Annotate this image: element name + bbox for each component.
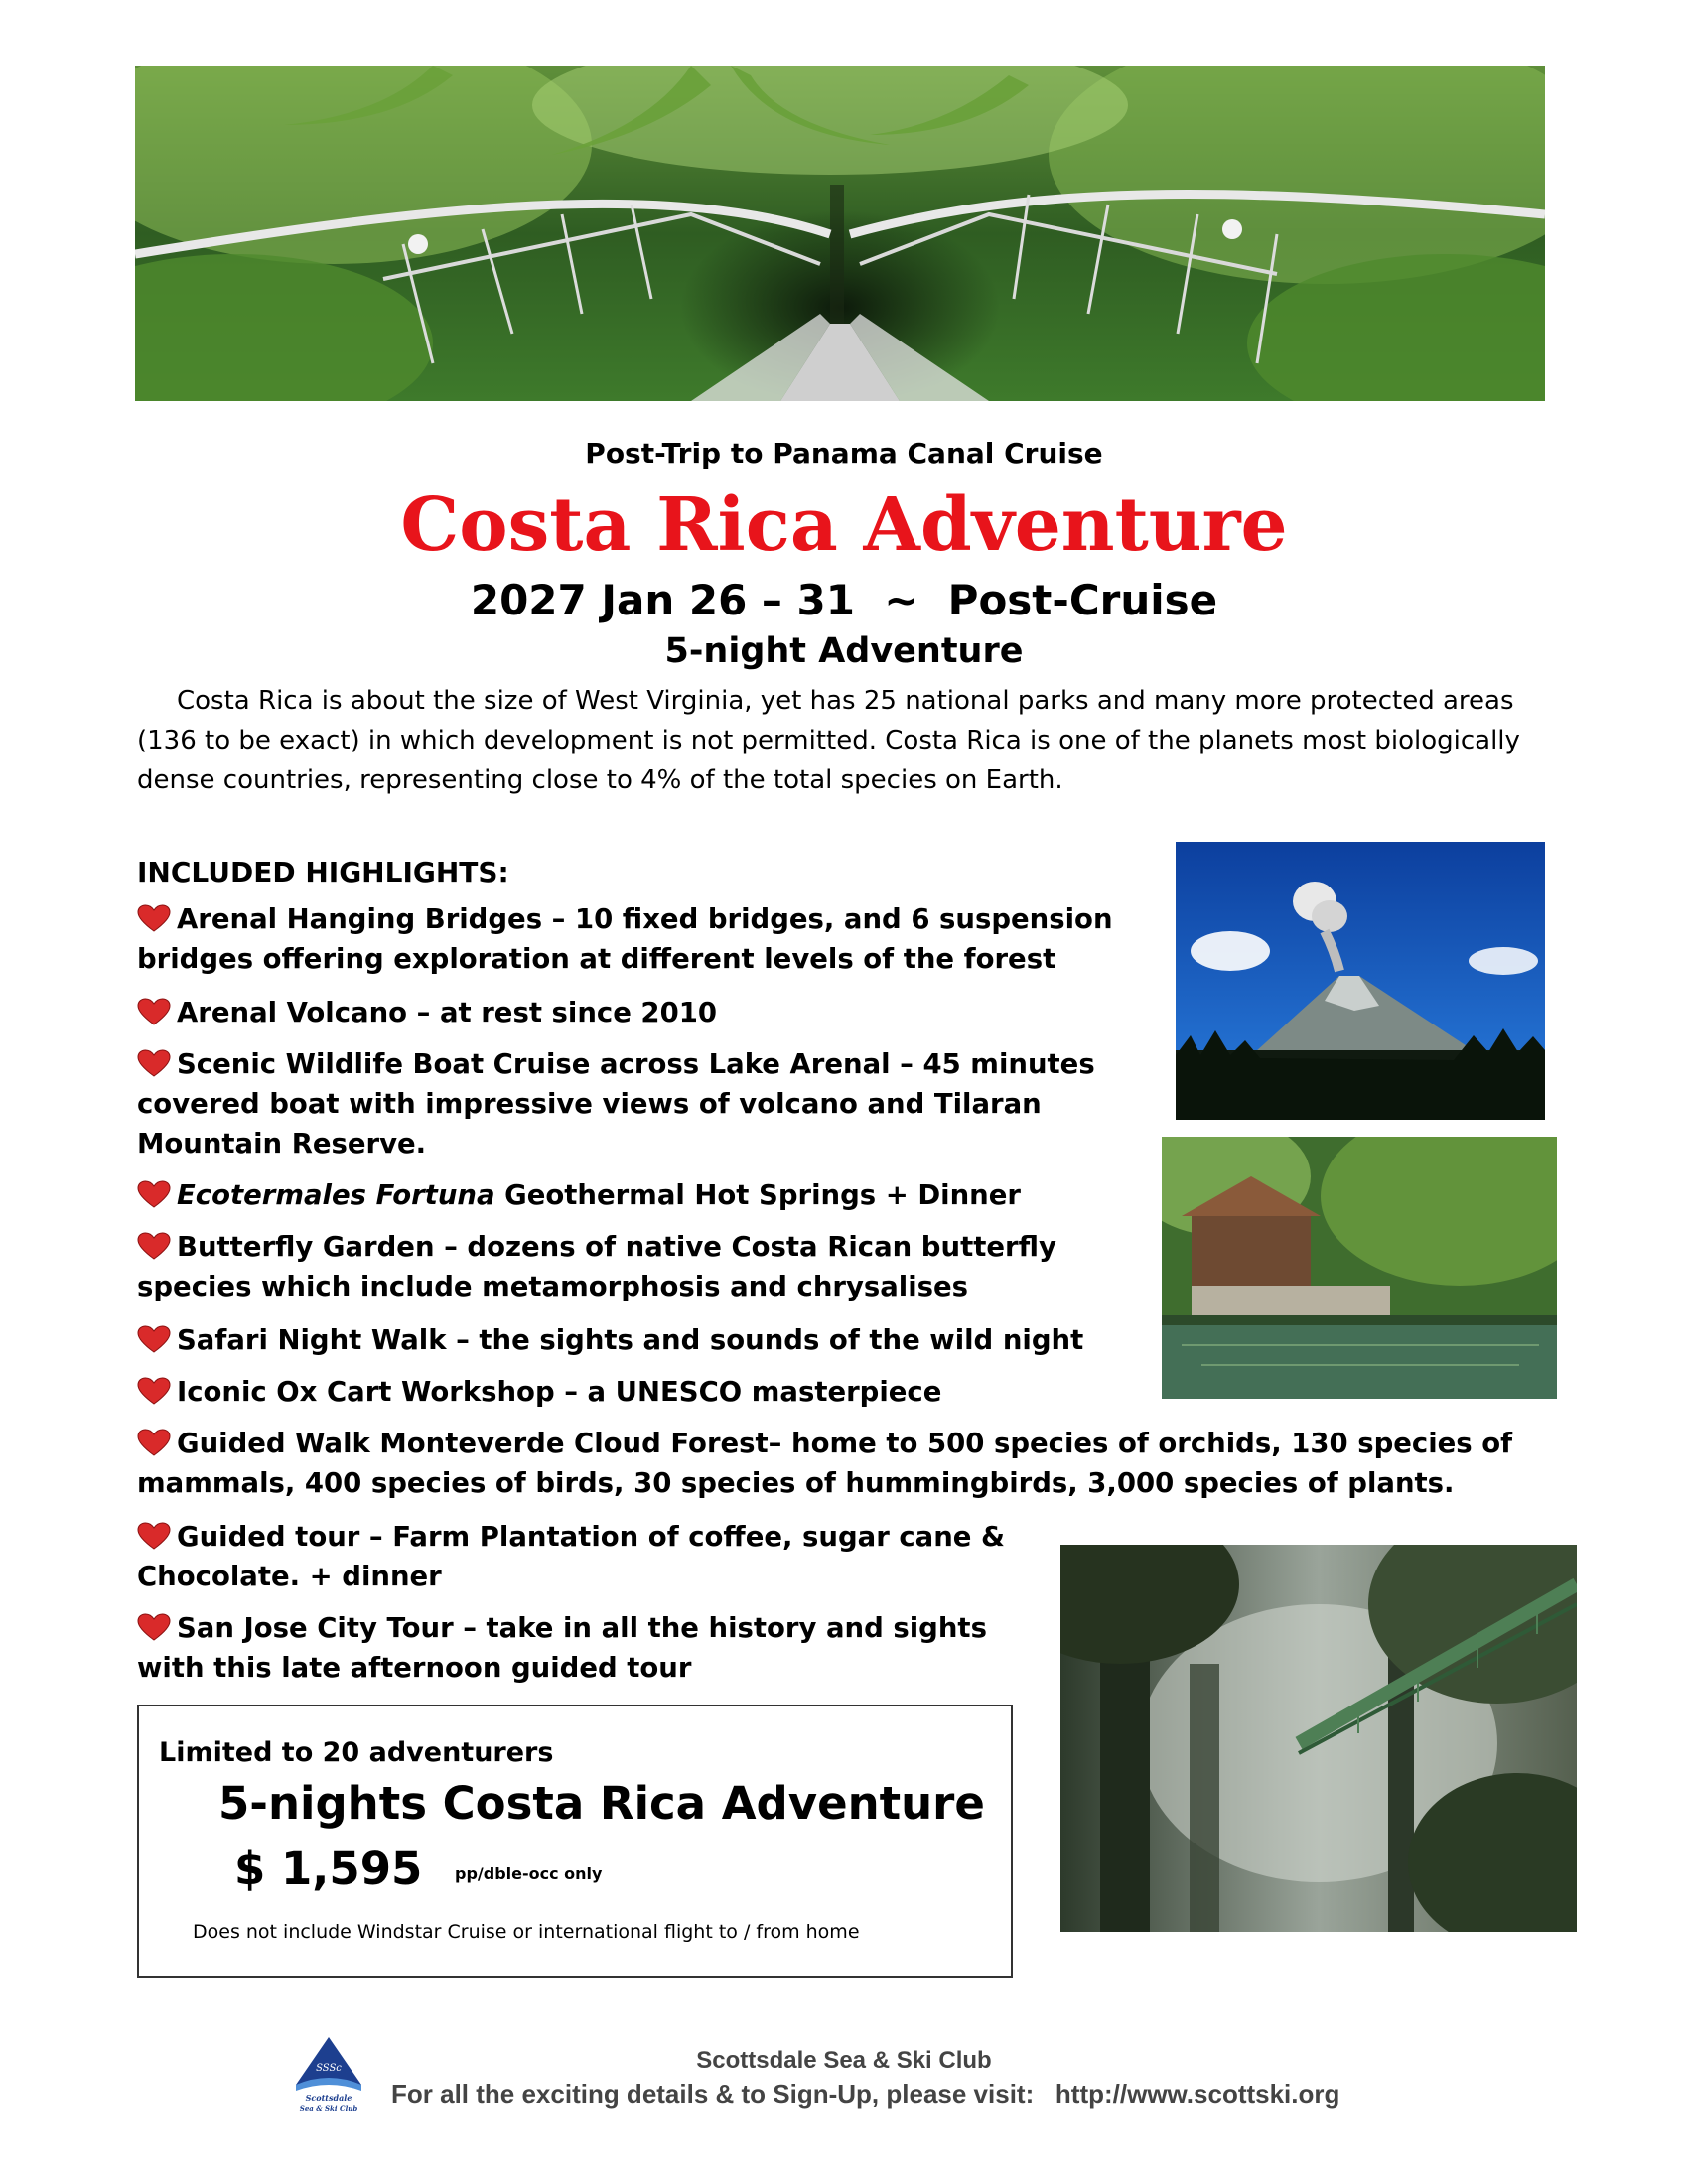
banner-photo-hanging-bridge [135,66,1545,401]
highlights-heading: INCLUDED HIGHLIGHTS: [137,856,509,888]
highlight-text: Guided tour – Farm Plantation of coffee, sugar cane & [177,1521,1005,1553]
intro-paragraph: Costa Rica is about the size of West Virginia, yet has 25 national parks and many more protected areas (136 to be exact) in which development is not permitted. Costa Rica is one of the planets most biologically dense countries, representing close to 4% of the total species on Earth. [137,686,1520,795]
highlight-text: Butterfly Garden – dozens of native Costa Rican butterfly [177,1231,1056,1263]
highlight-text: Mountain Reserve. [137,1128,427,1160]
highlight-text: Guided Walk Monteverde Cloud Forest– home to 500 species of orchids, 130 species of [177,1428,1513,1459]
highlight-item [137,1044,1095,1163]
highlight-item [137,1424,1512,1503]
package-title: 5-nights Costa Rica Adventure [218,1777,985,1830]
highlight-text: Geothermal Hot Springs + Dinner [494,1179,1021,1211]
svg-text:Sea & Ski Club: Sea & Ski Club [299,2104,358,2113]
heart-icon [137,1048,171,1076]
highlight-text: bridges offering exploration at different levels of the forest [137,943,1056,975]
heart-icon [137,1179,171,1207]
highlight-item [137,1372,941,1412]
signup-link-text[interactable]: For all the exciting details & to Sign-Up, please visit: http://www.scottski.org [391,2079,1340,2109]
highlight-text: covered boat with impressive views of volcano and Tilaran [137,1088,1042,1120]
highlight-text: Arenal Hanging Bridges – 10 fixed bridges, and 6 suspension [177,903,1113,935]
highlight-item [137,1227,1056,1306]
highlight-text-italic: Ecotermales Fortuna [177,1179,495,1211]
highlight-text: Chocolate. + dinner [137,1561,442,1592]
heart-icon [137,1231,171,1259]
highlight-item [137,1608,987,1688]
volcano-photo [1176,842,1545,1120]
highlight-text: Arenal Volcano – at rest since 2010 [177,997,717,1028]
trip-length: 5-night Adventure [664,631,1024,671]
heart-icon [137,1324,171,1352]
group-limit: Limited to 20 adventurers [159,1737,554,1768]
highlight-item [137,1175,1021,1215]
cloud-forest-bridge-photo [1060,1545,1577,1932]
page-title: Costa Rica Adventure [400,482,1288,568]
highlight-text: species which include metamorphosis and chrysalises [137,1271,969,1302]
heart-icon [137,1521,171,1549]
highlight-text: San Jose City Tour – take in all the history and sights [177,1612,987,1644]
svg-text:SSSc: SSSc [316,2063,342,2074]
hot-springs-photo [1162,1137,1557,1399]
trip-subtitle: Post-Trip to Panama Canal Cruise [585,437,1103,470]
trip-dates: 2027 Jan 26 – 31 ~ Post-Cruise [470,576,1218,624]
highlight-item [137,899,1113,979]
heart-icon [137,997,171,1024]
highlight-item [137,1320,1083,1360]
heart-icon [137,1612,171,1640]
highlight-text: with this late afternoon guided tour [137,1652,692,1684]
heart-icon [137,903,171,931]
highlight-text: mammals, 400 species of birds, 30 species of hummingbirds, 3,000 species of plants. [137,1467,1455,1499]
occupancy-note: pp/dble-occ only [455,1864,603,1883]
highlight-item [137,993,717,1032]
club-name: Scottsdale Sea & Ski Club [696,2047,992,2074]
svg-text:Scottsdale: Scottsdale [305,2093,352,2103]
highlight-item [137,1517,1005,1596]
highlight-text: Safari Night Walk – the sights and sounds of the wild night [177,1324,1084,1356]
exclusions-note: Does not include Windstar Cruise or international flight to / from home [193,1921,860,1943]
highlight-text: Iconic Ox Cart Workshop – a UNESCO masterpiece [177,1376,942,1408]
heart-icon [137,1428,171,1455]
package-price: $ 1,595 [234,1843,423,1895]
highlight-text: Scenic Wildlife Boat Cruise across Lake Arenal – 45 minutes [177,1048,1095,1080]
heart-icon [137,1376,171,1404]
